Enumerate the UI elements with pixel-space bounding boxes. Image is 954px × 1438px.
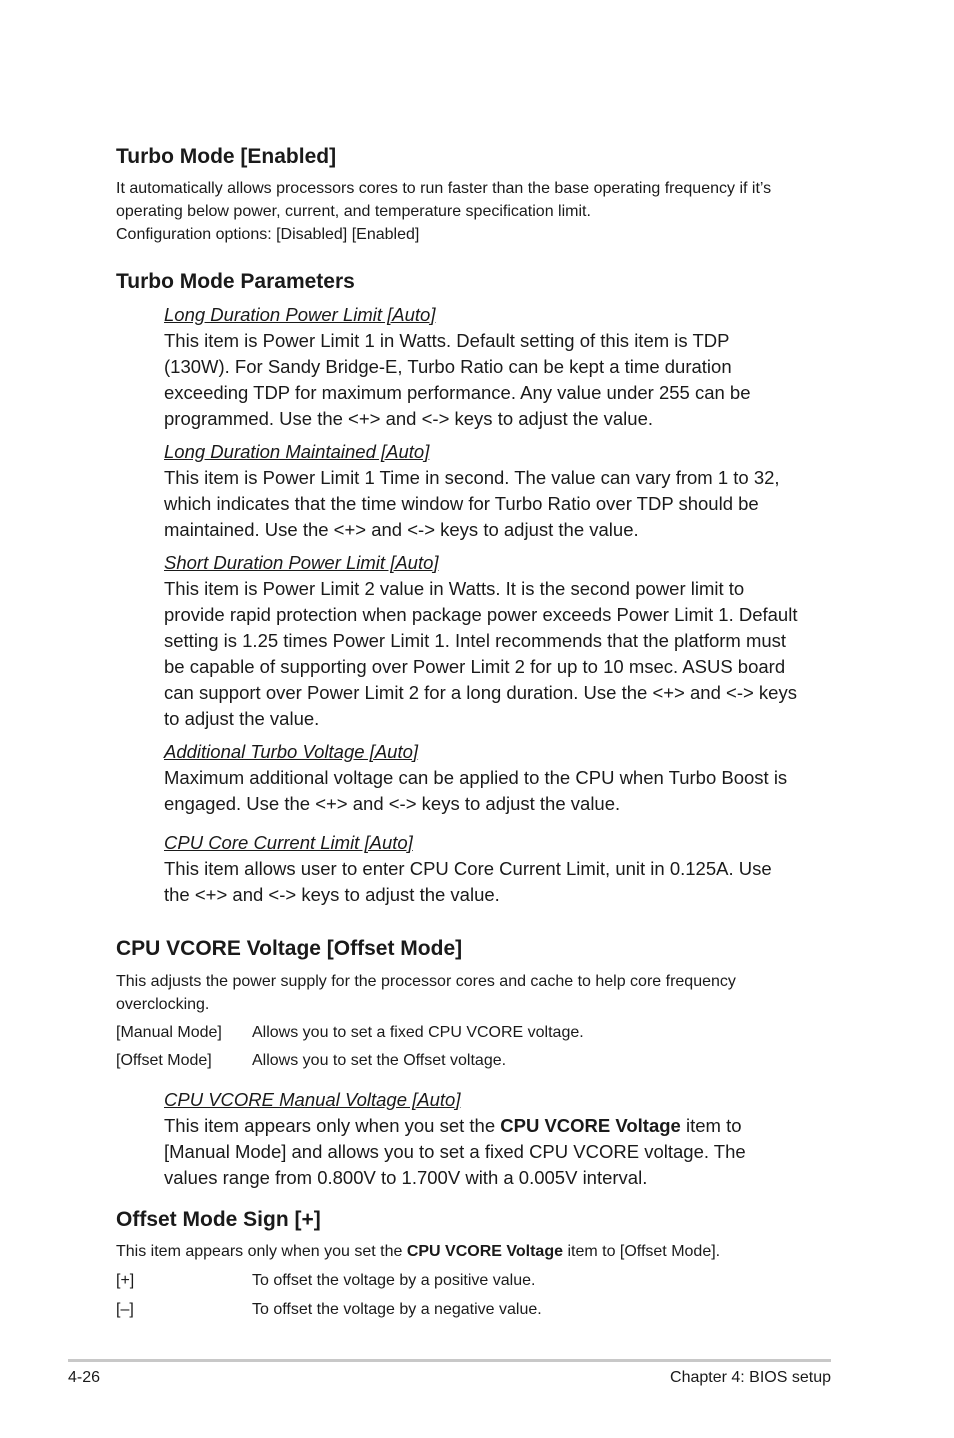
offset-sign-desc	[116, 1240, 846, 1263]
vcore-heading: CPU VCORE Voltage [Offset Mode]	[116, 937, 463, 960]
cpu-core-current-limit-line: the <+> and <-> keys to adjust the value.	[164, 884, 500, 905]
cpu-vcore-voltage-ref: CPU VCORE Voltage	[406, 1243, 563, 1260]
short-duration-power-limit-line: to adjust the value.	[164, 708, 320, 729]
short-duration-power-limit-title: Short Duration Power Limit [Auto]	[164, 552, 439, 573]
text-run: item to	[680, 1115, 742, 1136]
long-duration-maintained-line: which indicates that the time window for Turbo Ratio over TDP should be	[164, 493, 759, 514]
short-duration-power-limit-line: provide rapid protection when package power exceeds Power Limit 1. Default	[164, 604, 798, 625]
footer-divider	[68, 1359, 831, 1362]
chapter-title: Chapter 4: BIOS setup	[670, 1369, 831, 1386]
offset-sign-option-key: [+]	[116, 1272, 135, 1289]
turbo-mode-config: Configuration options: [Disabled] [Enabled]	[116, 226, 420, 243]
short-duration-power-limit-line: This item is Power Limit 2 value in Watts. It is the second power limit to	[164, 578, 745, 599]
text-run: This item appears only when you set the	[164, 1115, 501, 1136]
offset-sign-option-desc: To offset the voltage by a positive value.	[252, 1272, 536, 1289]
offset-sign-heading: Offset Mode Sign [+]	[116, 1208, 321, 1231]
long-duration-maintained-title: Long Duration Maintained [Auto]	[164, 441, 430, 462]
text-run: This item appears only when you set the	[116, 1243, 407, 1260]
long-duration-power-limit-line: (130W). For Sandy Bridge-E, Turbo Ratio can be kept a time duration	[164, 356, 732, 377]
vcore-option-desc: Allows you to set a fixed CPU VCORE voltage.	[252, 1024, 584, 1041]
short-duration-power-limit-line: be capable of supporting over Power Limit 2 for up to 10 msec. ASUS board	[164, 656, 786, 677]
long-duration-maintained-line: maintained. Use the <+> and <-> keys to adjust the value.	[164, 519, 639, 540]
vcore-desc-line1: This adjusts the power supply for the processor cores and cache to help core frequency	[116, 973, 736, 990]
long-duration-maintained-line: This item is Power Limit 1 Time in second. The value can vary from 1 to 32,	[164, 467, 780, 488]
long-duration-power-limit-line: This item is Power Limit 1 in Watts. Default setting of this item is TDP	[164, 330, 730, 351]
cpu-core-current-limit-title: CPU Core Current Limit [Auto]	[164, 832, 413, 853]
text-run: item to [Offset Mode].	[563, 1243, 721, 1260]
cpu-core-current-limit-line: This item allows user to enter CPU Core Current Limit, unit in 0.125A. Use	[164, 858, 772, 879]
long-duration-power-limit-line: exceeding TDP for maximum performance. Any value under 255 can be	[164, 382, 751, 403]
long-duration-power-limit-title: Long Duration Power Limit [Auto]	[164, 304, 436, 325]
long-duration-power-limit-line: programmed. Use the <+> and <-> keys to adjust the value.	[164, 408, 653, 429]
additional-turbo-voltage-title: Additional Turbo Voltage [Auto]	[164, 741, 419, 762]
vcore-desc-line2: overclocking.	[116, 996, 210, 1013]
offset-sign-option-desc: To offset the voltage by a negative value.	[252, 1301, 542, 1318]
turbo-mode-desc-line1: It automatically allows processors cores to run faster than the base operating frequency if it’s	[116, 180, 772, 197]
additional-turbo-voltage-line: engaged. Use the <+> and <-> keys to adjust the value.	[164, 793, 621, 814]
turbo-mode-desc-line2: operating below power, current, and temperature specification limit.	[116, 203, 591, 220]
additional-turbo-voltage-line: Maximum additional voltage can be applied to the CPU when Turbo Boost is	[164, 767, 788, 788]
vcore-manual-voltage-line2: [Manual Mode] and allows you to set a fixed CPU VCORE voltage. The	[164, 1141, 746, 1162]
turbo-params-heading: Turbo Mode Parameters	[116, 270, 355, 293]
vcore-manual-voltage-line3: values range from 0.800V to 1.700V with a 0.005V interval.	[164, 1167, 648, 1188]
short-duration-power-limit-line: setting is 1.25 times Power Limit 1. Intel recommends that the platform must	[164, 630, 787, 651]
vcore-manual-voltage-title: CPU VCORE Manual Voltage [Auto]	[164, 1089, 461, 1110]
cpu-vcore-voltage-ref: CPU VCORE Voltage	[500, 1115, 681, 1136]
vcore-option-key: [Offset Mode]	[116, 1052, 212, 1069]
offset-sign-option-key: [–]	[116, 1301, 134, 1318]
vcore-option-key: [Manual Mode]	[116, 1024, 222, 1041]
turbo-mode-heading: Turbo Mode [Enabled]	[116, 145, 337, 168]
page-number: 4-26	[68, 1369, 101, 1386]
vcore-manual-voltage-line1	[164, 1113, 742, 1139]
short-duration-power-limit-line: can support over Power Limit 2 for a long duration. Use the <+> and <-> keys	[164, 682, 797, 703]
vcore-option-desc: Allows you to set the Offset voltage.	[252, 1052, 507, 1069]
